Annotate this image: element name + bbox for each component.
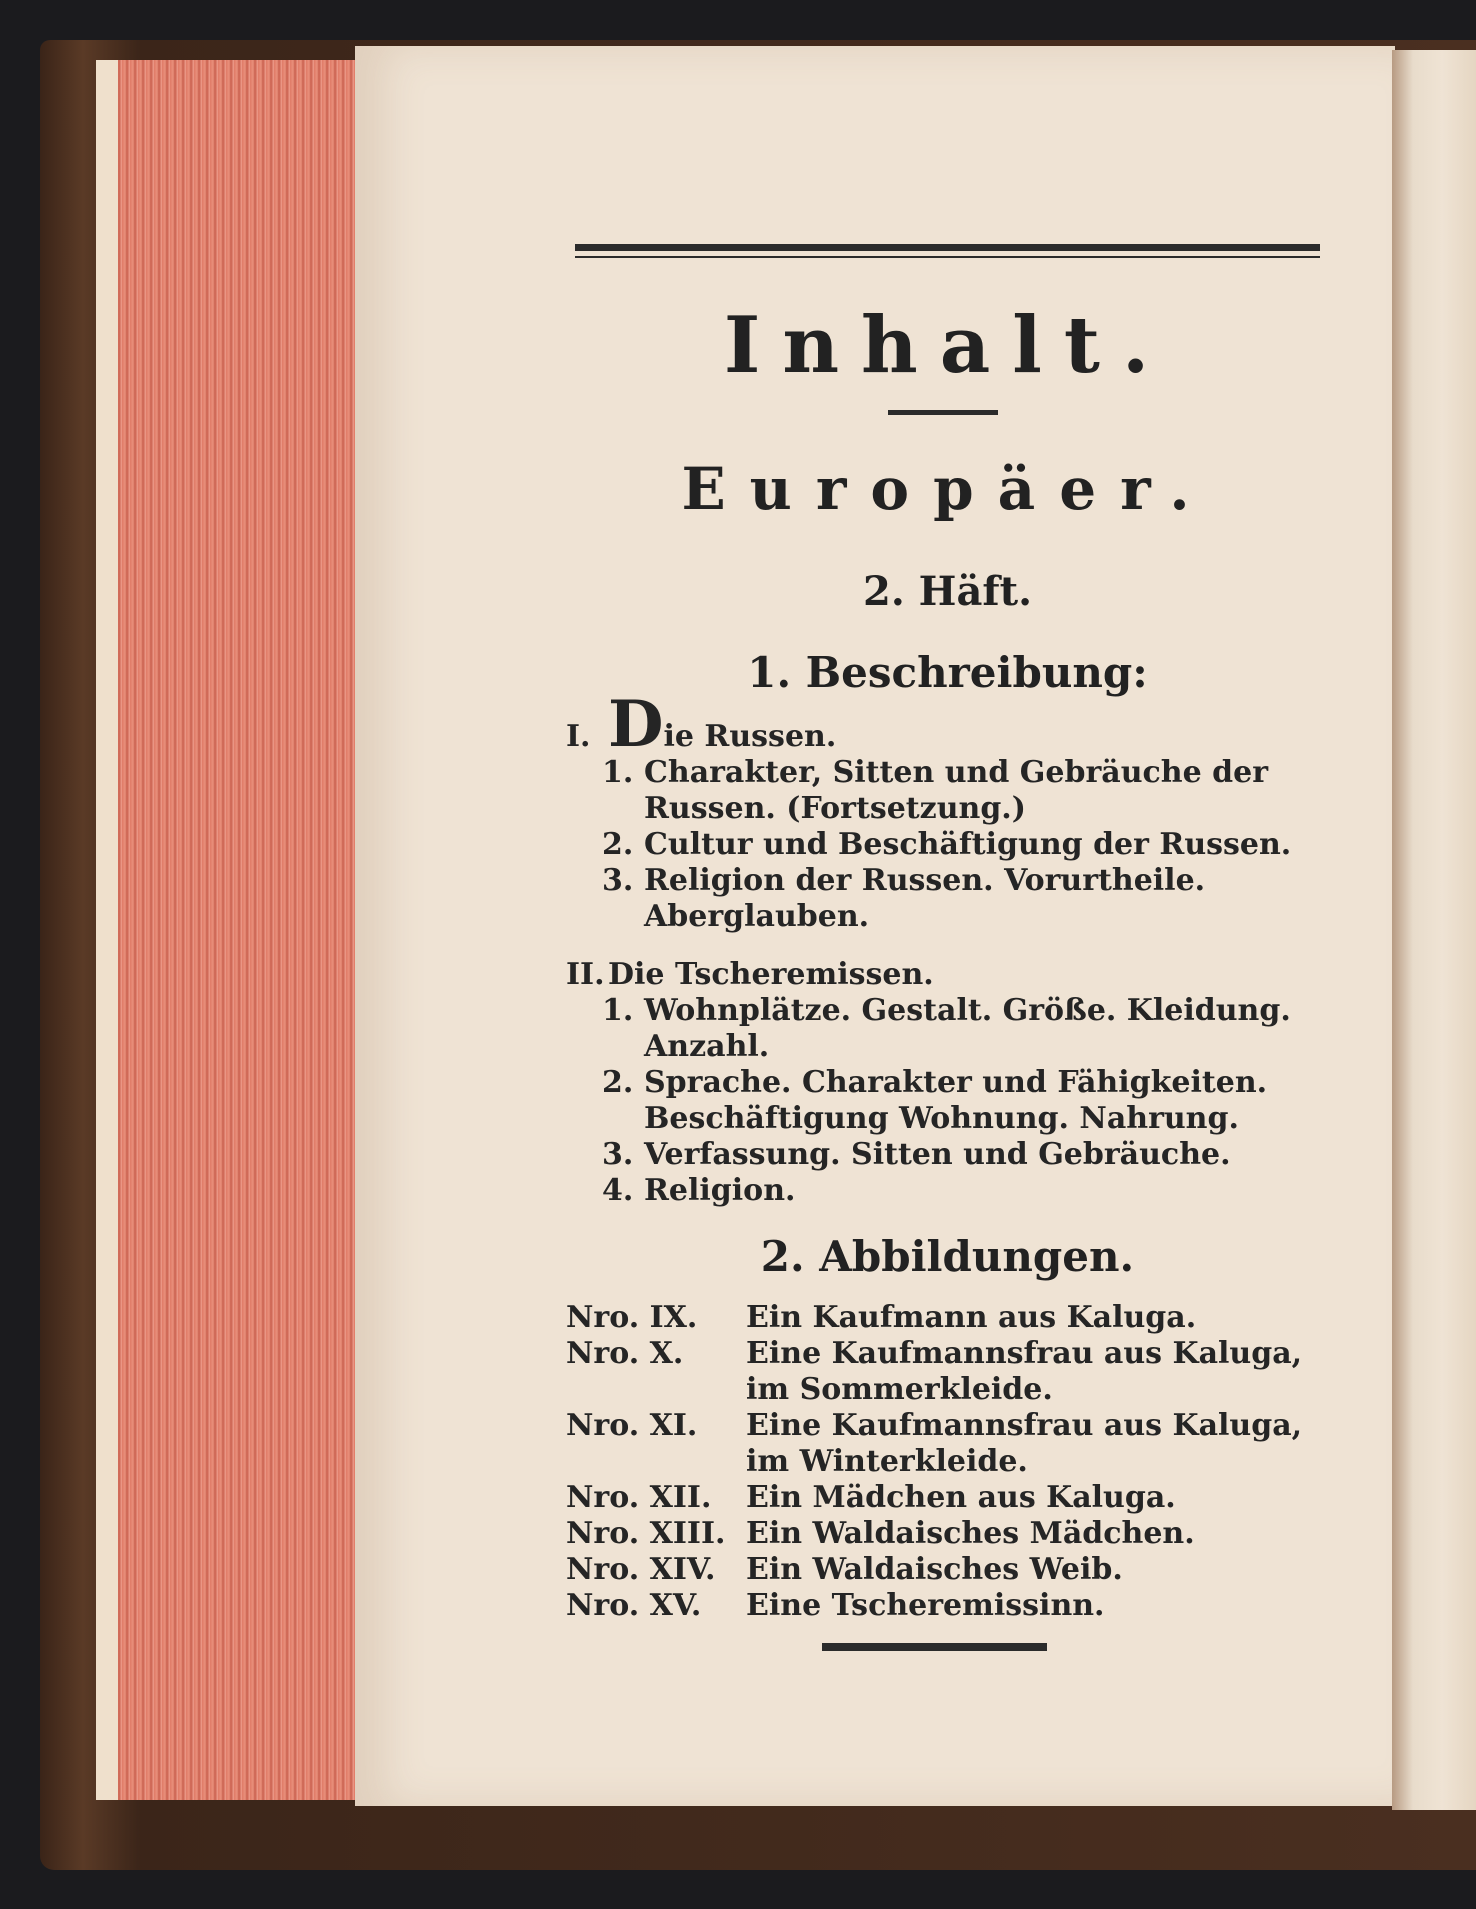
page-edges (98, 60, 361, 1800)
plate-entry (566, 1408, 1326, 1480)
plate-entry (566, 1480, 1326, 1516)
chapter-entry (566, 687, 1326, 762)
subentry-text: Sprache. Charakter und Fähigkeiten. Beschäftigung Wohnung. Nahrung. (644, 1065, 1268, 1136)
section-heading-description: 1. Beschreibung: (747, 648, 1148, 697)
subentry-text: Wohnplätze. Gestalt. Größe. Kleidung. Anzahl. (644, 993, 1291, 1064)
page-title: Inhalt. (723, 300, 1172, 391)
plate-caption: Ein Kaufmann aus Kaluga. (746, 1300, 1197, 1335)
plate-entry (566, 1552, 1326, 1588)
chapter-subentry (566, 1065, 1326, 1137)
plate-number: Nro. XI. (566, 1408, 698, 1443)
part-heading: 2. Häft. (862, 568, 1032, 615)
subentry-number: 3. (602, 863, 634, 898)
chapter-number: II. (566, 957, 605, 992)
subentry-number: 4. (602, 1173, 634, 1208)
subentry-number: 2. (602, 827, 634, 862)
plate-number: Nro. XIV. (566, 1552, 716, 1587)
plate-entry (566, 1300, 1326, 1336)
subentry-number: 3. (602, 1137, 634, 1172)
plate-caption: Ein Waldaisches Mädchen. (746, 1516, 1195, 1551)
subentry-text: Charakter, Sitten und Gebräuche der Russen. (Fortsetzung.) (644, 755, 1268, 826)
plate-number: Nro. X. (566, 1336, 684, 1371)
title-divider (888, 410, 998, 415)
chapter-entry (566, 957, 1326, 993)
plate-entry (566, 1336, 1326, 1408)
subentry-text: Religion der Russen. Vorurtheile. Aberglauben. (644, 863, 1206, 934)
volume-subtitle: Europäer. (681, 455, 1214, 523)
bottom-rule (822, 1643, 1047, 1651)
plate-entry (566, 1516, 1326, 1552)
plate-caption: Ein Waldaisches Weib. (746, 1552, 1123, 1587)
subentry-text: Verfassung. Sitten und Gebräuche. (644, 1137, 1231, 1172)
chapter-number: I. (566, 719, 591, 754)
chapter-subentry (566, 1137, 1326, 1173)
plate-caption: Eine Kaufmannsfrau aus Kaluga, im Sommerkleide. (746, 1336, 1303, 1407)
chapter-subentry (566, 993, 1326, 1065)
top-rule-thick (575, 244, 1320, 251)
chapter-subentry (566, 863, 1326, 935)
page-edges-light (96, 60, 118, 1800)
drop-cap: D (608, 687, 664, 762)
plate-caption: Ein Mädchen aus Kaluga. (746, 1480, 1176, 1515)
chapter-list (566, 687, 1326, 1209)
plate-caption: Eine Tscheremissinn. (746, 1588, 1105, 1623)
section-heading-illustrations: 2. Abbildungen. (760, 1232, 1135, 1281)
plate-number: Nro. XII. (566, 1480, 712, 1515)
plate-number: Nro. IX. (566, 1300, 698, 1335)
subentry-text: Cultur und Beschäftigung der Russen. (644, 827, 1292, 862)
subentry-number: 1. (602, 993, 634, 1028)
subentry-number: 1. (602, 755, 634, 790)
subentry-text: Religion. (644, 1173, 796, 1208)
chapter-subentry (566, 1173, 1326, 1209)
top-rule-thin (575, 256, 1320, 258)
plate-caption: Eine Kaufmannsfrau aus Kaluga, im Winterkleide. (746, 1408, 1303, 1479)
chapter-title: Die Tscheremissen. (608, 957, 934, 992)
plate-number: Nro. XIII. (566, 1516, 726, 1551)
chapter-title: ie Russen. (663, 719, 837, 754)
facing-page-gutter (1392, 50, 1476, 1810)
chapter-subentry (566, 755, 1326, 827)
plate-number: Nro. XV. (566, 1588, 702, 1623)
chapter-subentry (566, 827, 1326, 863)
plate-entry (566, 1588, 1326, 1624)
plate-list (566, 1300, 1326, 1624)
subentry-number: 2. (602, 1065, 634, 1100)
